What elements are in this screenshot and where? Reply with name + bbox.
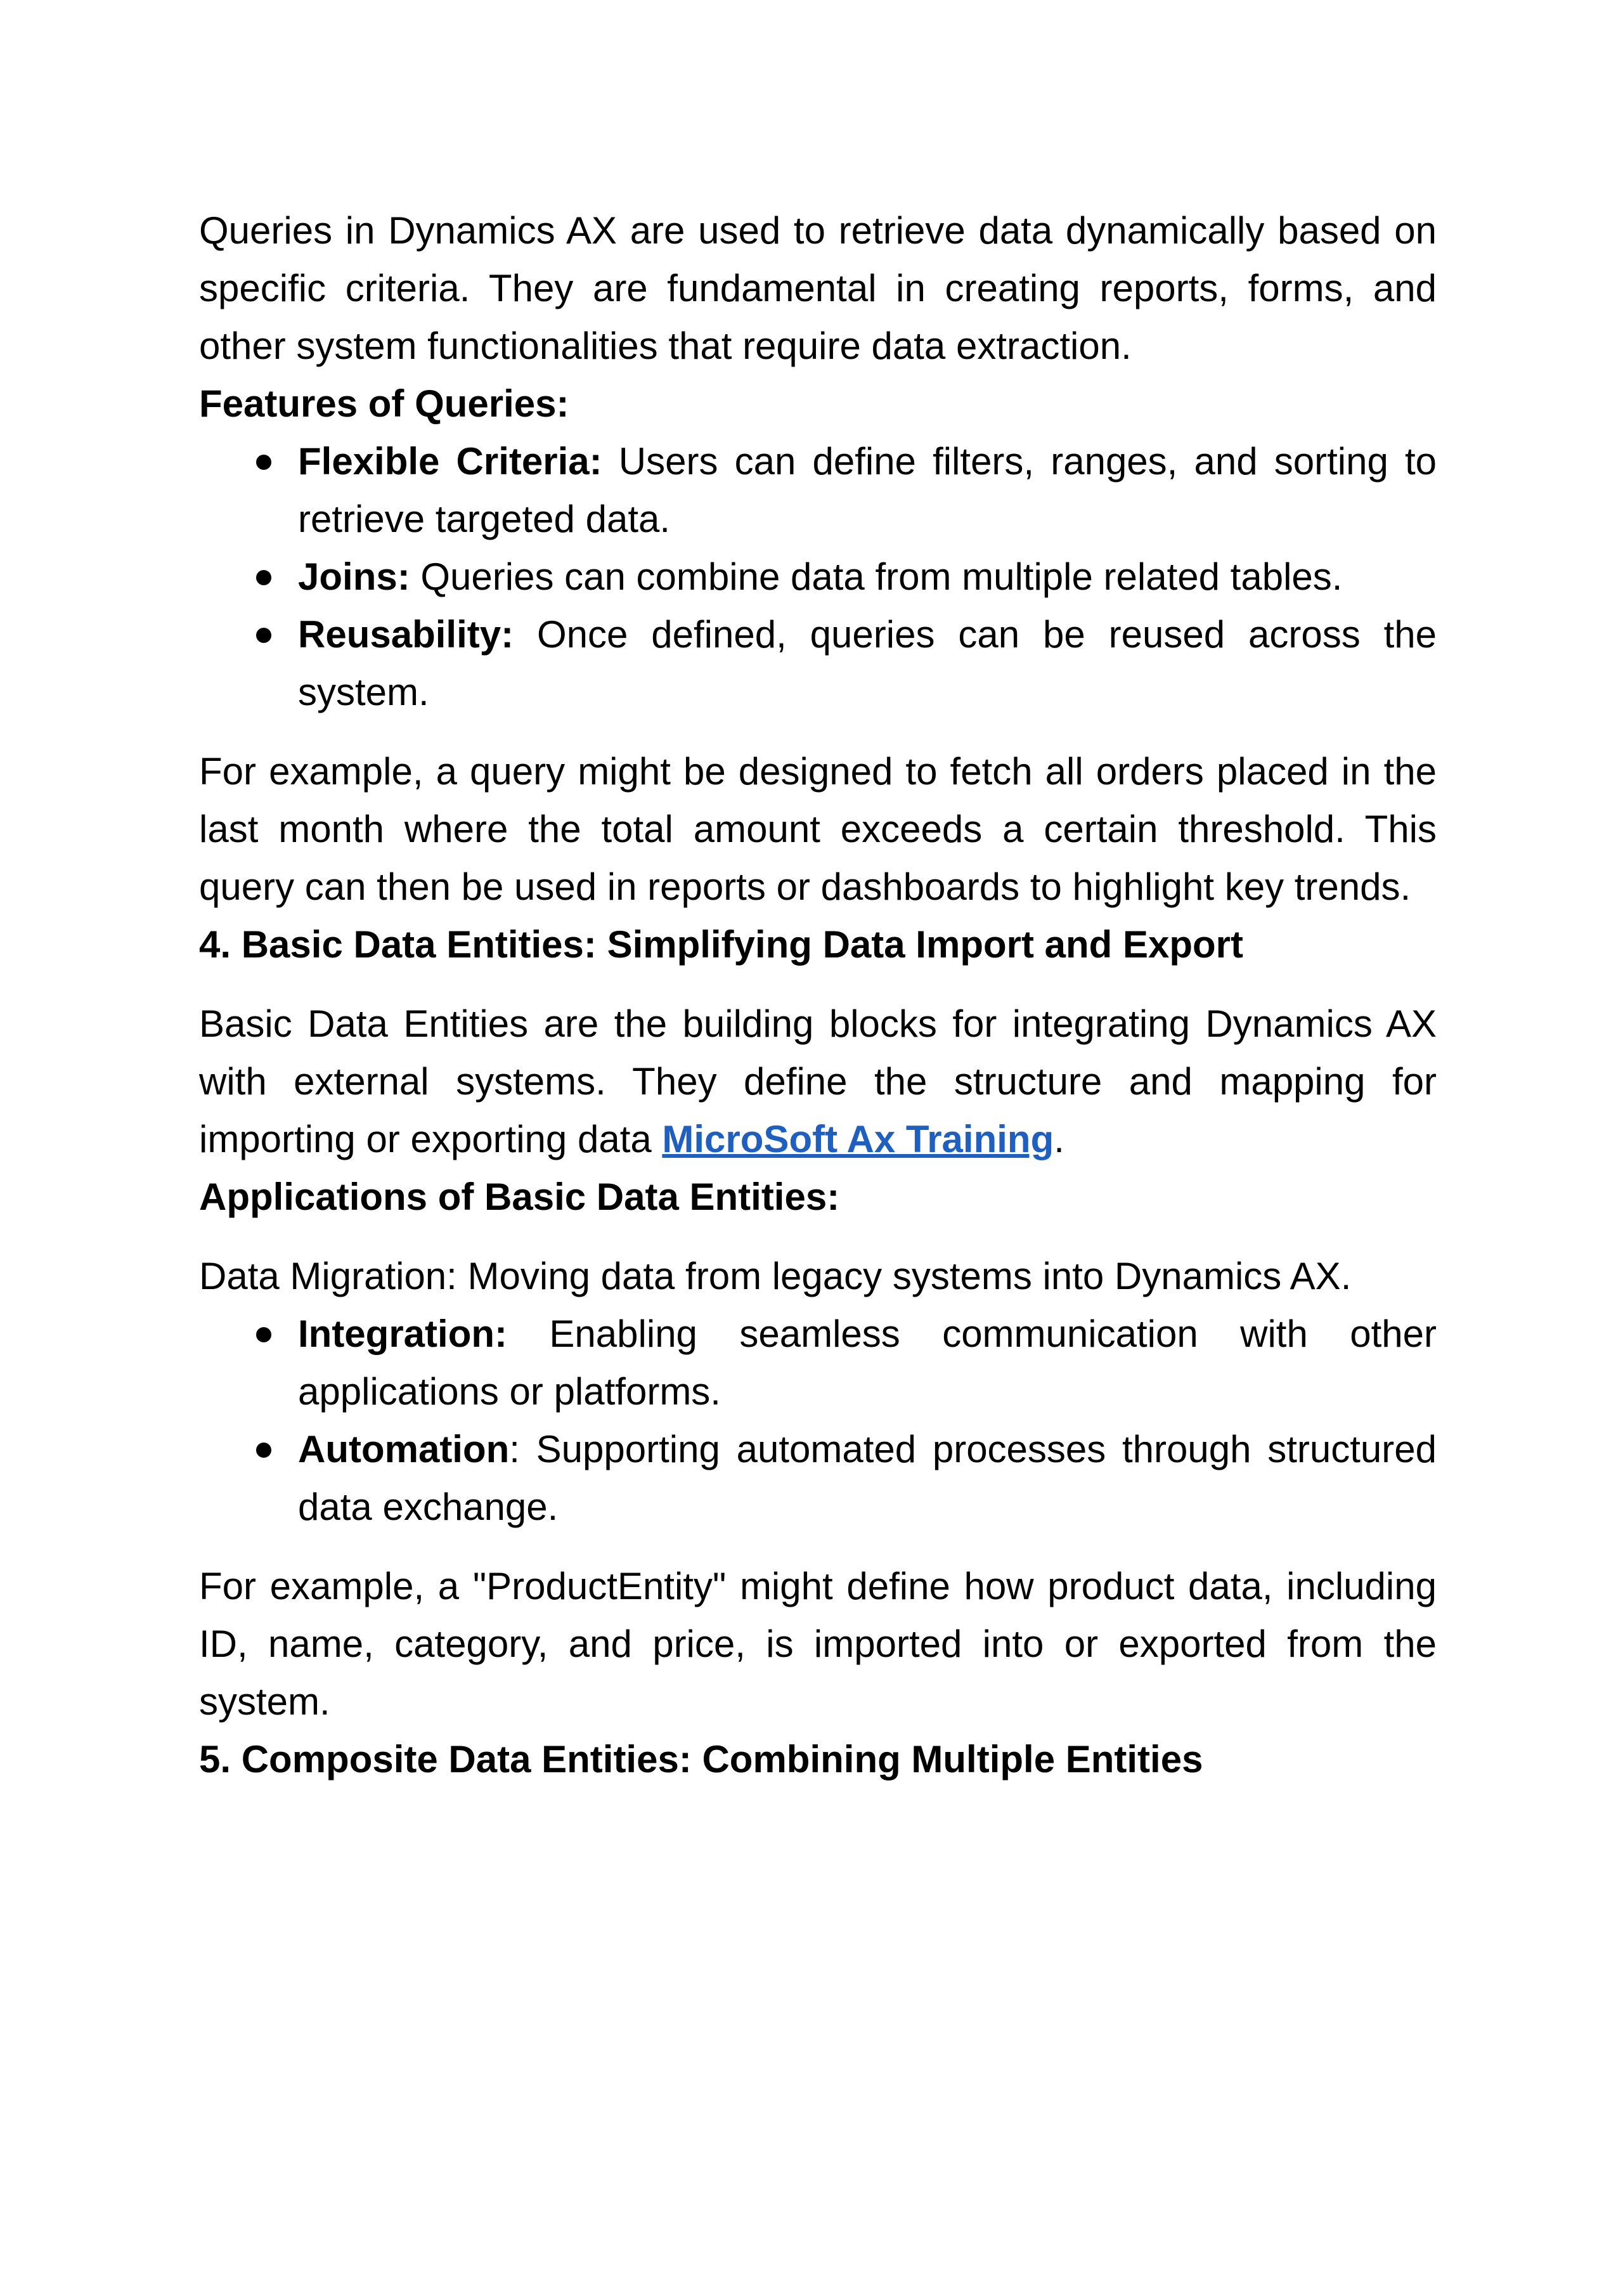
query-example-paragraph: For example, a query might be designed to fetch all orders placed in the last month where the total amount exceeds a certain threshold. This query can then be used in reports or dashboards to highlight key trends. [199,750,1437,908]
section-4-text: Basic Data Entities are the building blocks for integrating Dynamics AX with external systems. They define the structure and mapping for importing or exporting data [199,1002,1437,1160]
application-term: Integration: [298,1313,507,1355]
bullet-icon [251,432,276,490]
bullet-icon [251,1420,276,1478]
document-page [199,202,1437,1788]
feature-term: Joins: [298,555,410,598]
ax-training-link[interactable]: MicroSoft Ax Training [662,1118,1054,1160]
list-item [199,548,1437,606]
list-item [199,606,1437,721]
list-item [199,432,1437,548]
intro-paragraph: Queries in Dynamics AX are used to retrieve data dynamically based on specific criteria. They are fundamental in creating reports, forms, and other system functionalities that require data extraction. [199,209,1437,367]
section-4-text-end: . [1054,1118,1064,1160]
feature-text: Once defined, queries can be reused across the system. [298,613,1437,713]
data-migration-paragraph: Data Migration: Moving data from legacy systems into Dynamics AX. [199,1255,1352,1297]
section-4-paragraph [199,995,1437,1168]
section-5-heading: 5. Composite Data Entities: Combining Multiple Entities [199,1738,1203,1780]
application-term: Automation [298,1428,510,1470]
bullet-icon [251,606,276,663]
features-list [199,432,1437,721]
features-heading: Features of Queries: [199,382,569,425]
applications-heading: Applications of Basic Data Entities: [199,1176,840,1218]
feature-text: Users can define filters, ranges, and sorting to retrieve targeted data. [298,440,1437,540]
bullet-icon [251,548,276,606]
feature-term: Flexible Criteria: [298,440,602,483]
application-text: : Supporting automated processes through structured data exchange. [298,1428,1437,1528]
bullet-icon [251,1305,276,1363]
feature-text: Queries can combine data from multiple related tables. [410,555,1343,598]
entity-example-paragraph: For example, a "ProductEntity" might define how product data, including ID, name, category, and price, is imported into or exported from the system. [199,1565,1437,1723]
applications-list [199,1305,1437,1536]
list-item [199,1305,1437,1420]
list-item [199,1420,1437,1536]
section-4-heading: 4. Basic Data Entities: Simplifying Data Import and Export [199,923,1243,966]
feature-term: Reusability: [298,613,514,656]
application-text: Enabling seamless communication with other applications or platforms. [298,1313,1437,1413]
